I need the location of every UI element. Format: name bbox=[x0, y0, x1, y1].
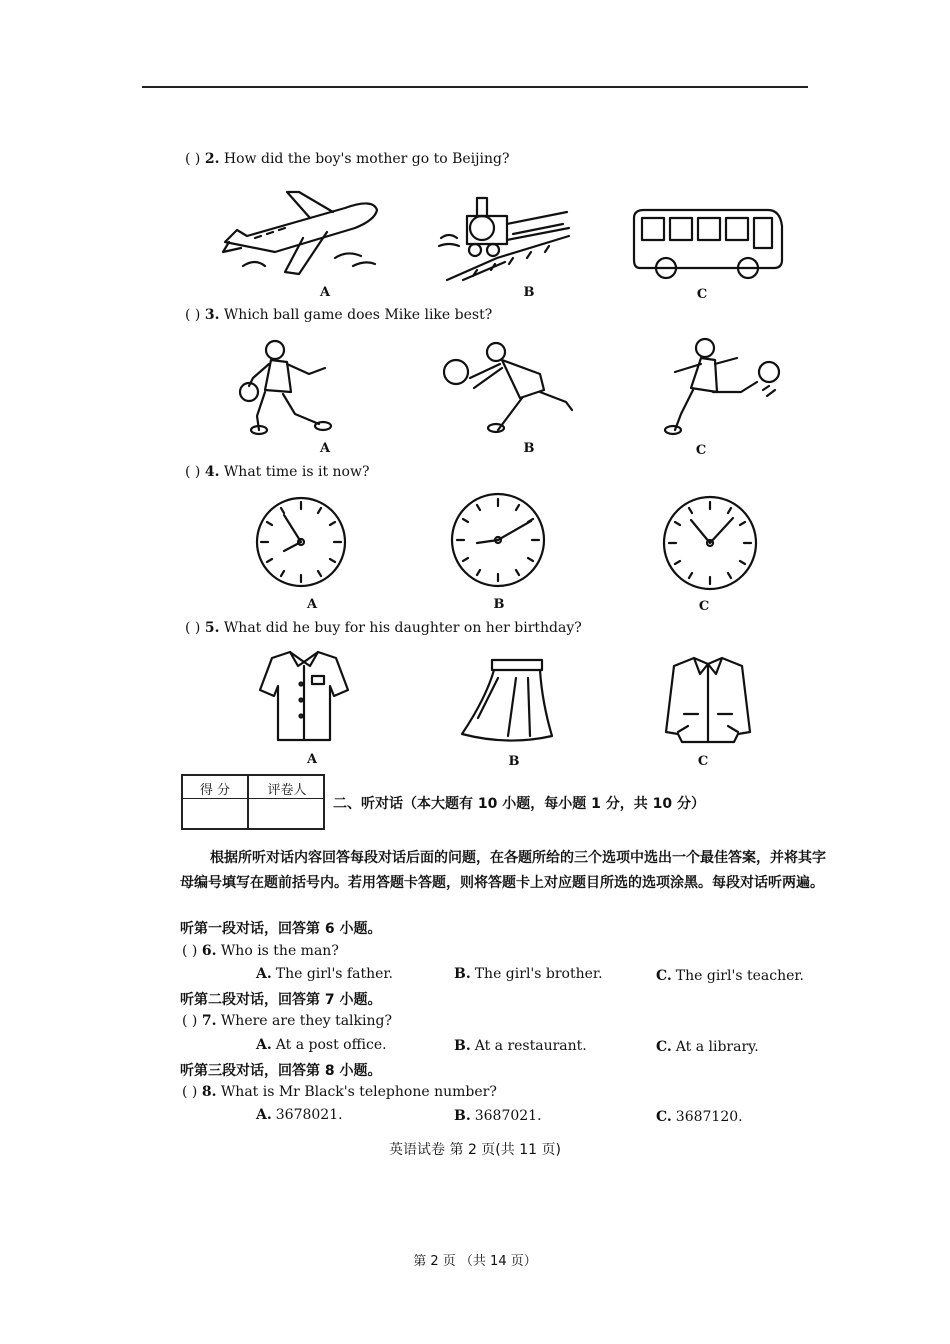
choice-label-c: C bbox=[698, 599, 710, 614]
choice-label-c: C bbox=[695, 443, 707, 458]
question-number: 2. bbox=[204, 151, 220, 167]
option-text: At a restaurant. bbox=[474, 1038, 587, 1054]
question-text: What time is it now? bbox=[223, 464, 370, 480]
option-letter: B. bbox=[454, 966, 471, 982]
option-a[interactable] bbox=[256, 1107, 343, 1123]
option-text: 3678021. bbox=[275, 1107, 343, 1123]
bus-icon bbox=[630, 208, 786, 280]
clock-icon bbox=[254, 495, 348, 589]
answer-bracket[interactable]: ( ) bbox=[185, 464, 201, 480]
question-text: Where are they talking? bbox=[220, 1013, 392, 1029]
section-instructions: 根据所听对话内容回答每段对话后面的问题，在各题所给的三个选项中选出一个最佳答案，并将其字母编号填写在题前括号内。若用答题卡答题，则将答题卡上对应题目所选的选项涂黑。每段对话听两遍。 bbox=[180, 850, 826, 891]
score-table bbox=[181, 774, 325, 830]
option-b[interactable] bbox=[454, 1108, 542, 1124]
option-letter: B. bbox=[454, 1108, 471, 1124]
choice-label-a: A bbox=[319, 285, 331, 300]
clock-icon bbox=[661, 494, 759, 592]
dialogue-intro: 听第一段对话，回答第 6 小题。 bbox=[180, 921, 382, 937]
skirt-icon bbox=[458, 658, 556, 746]
football-player-icon bbox=[645, 336, 785, 436]
top-rule bbox=[142, 86, 808, 88]
option-letter: B. bbox=[454, 1038, 471, 1054]
question-number: 6. bbox=[201, 943, 217, 959]
question-7 bbox=[182, 1013, 392, 1029]
choice-label-a: A bbox=[319, 441, 331, 456]
volleyball-player-icon bbox=[440, 338, 580, 436]
question-8 bbox=[182, 1084, 497, 1100]
option-text: The girl's father. bbox=[275, 966, 393, 982]
question-4 bbox=[185, 464, 369, 480]
question-text: How did the boy's mother go to Beijing? bbox=[223, 151, 510, 167]
answer-bracket[interactable]: ( ) bbox=[185, 151, 201, 167]
question-2 bbox=[185, 151, 509, 167]
question-text: What did he buy for his daughter on her birthday? bbox=[223, 620, 582, 636]
question-number: 4. bbox=[204, 464, 220, 480]
choice-label-b: B bbox=[508, 754, 520, 769]
option-c[interactable] bbox=[656, 1039, 759, 1055]
option-c[interactable] bbox=[656, 968, 804, 984]
question-3 bbox=[185, 307, 492, 323]
option-c[interactable] bbox=[656, 1109, 743, 1125]
option-text: The girl's brother. bbox=[474, 966, 603, 982]
choice-label-a: A bbox=[306, 597, 318, 612]
question-text: What is Mr Black's telephone number? bbox=[220, 1084, 497, 1100]
question-number: 7. bbox=[201, 1013, 217, 1029]
page-number: 第 2 页 （共 14 页） bbox=[413, 1254, 537, 1269]
shirt-icon bbox=[258, 648, 350, 744]
dialogue-intro: 听第二段对话，回答第 7 小题。 bbox=[180, 992, 382, 1008]
choice-label-b: B bbox=[523, 285, 535, 300]
question-text: Which ball game does Mike like best? bbox=[223, 307, 493, 323]
option-text: At a library. bbox=[675, 1039, 759, 1055]
dialogue-intro: 听第三段对话，回答第 8 小题。 bbox=[180, 1063, 382, 1079]
answer-bracket[interactable]: ( ) bbox=[182, 943, 198, 959]
train-icon bbox=[437, 188, 577, 280]
option-letter: C. bbox=[656, 968, 672, 984]
airplane-icon bbox=[215, 190, 385, 280]
option-b[interactable] bbox=[454, 966, 603, 982]
option-a[interactable] bbox=[256, 966, 393, 982]
choice-label-c: C bbox=[696, 287, 708, 302]
option-letter: C. bbox=[656, 1109, 672, 1125]
answer-bracket[interactable]: ( ) bbox=[185, 307, 201, 323]
section-title: 二、听对话（本大题有 10 小题，每小题 1 分，共 10 分） bbox=[333, 796, 705, 812]
option-letter: A. bbox=[256, 1107, 272, 1123]
question-number: 5. bbox=[204, 620, 220, 636]
choice-label-c: C bbox=[697, 754, 709, 769]
question-5 bbox=[185, 620, 582, 636]
option-b[interactable] bbox=[454, 1038, 587, 1054]
option-text: 3687021. bbox=[474, 1108, 542, 1124]
question-text: Who is the man? bbox=[220, 943, 339, 959]
question-6 bbox=[182, 943, 339, 959]
option-text: The girl's teacher. bbox=[675, 968, 804, 984]
option-a[interactable] bbox=[256, 1037, 387, 1053]
choice-label-a: A bbox=[306, 752, 318, 767]
option-text: At a post office. bbox=[275, 1037, 387, 1053]
option-letter: A. bbox=[256, 1037, 272, 1053]
basketball-player-icon bbox=[235, 338, 345, 438]
grader-label: 评卷人 bbox=[267, 783, 307, 798]
option-letter: A. bbox=[256, 966, 272, 982]
choice-label-b: B bbox=[523, 441, 535, 456]
choice-label-b: B bbox=[493, 597, 505, 612]
question-number: 3. bbox=[204, 307, 220, 323]
option-text: 3687120. bbox=[675, 1109, 743, 1125]
exam-footer: 英语试卷 第 2 页(共 11 页) bbox=[389, 1142, 561, 1158]
question-number: 8. bbox=[201, 1084, 217, 1100]
score-label: 得 分 bbox=[199, 783, 231, 798]
option-letter: C. bbox=[656, 1039, 672, 1055]
jacket-icon bbox=[664, 654, 754, 746]
answer-bracket[interactable]: ( ) bbox=[185, 620, 201, 636]
answer-bracket[interactable]: ( ) bbox=[182, 1013, 198, 1029]
clock-icon bbox=[449, 491, 547, 589]
answer-bracket[interactable]: ( ) bbox=[182, 1084, 198, 1100]
